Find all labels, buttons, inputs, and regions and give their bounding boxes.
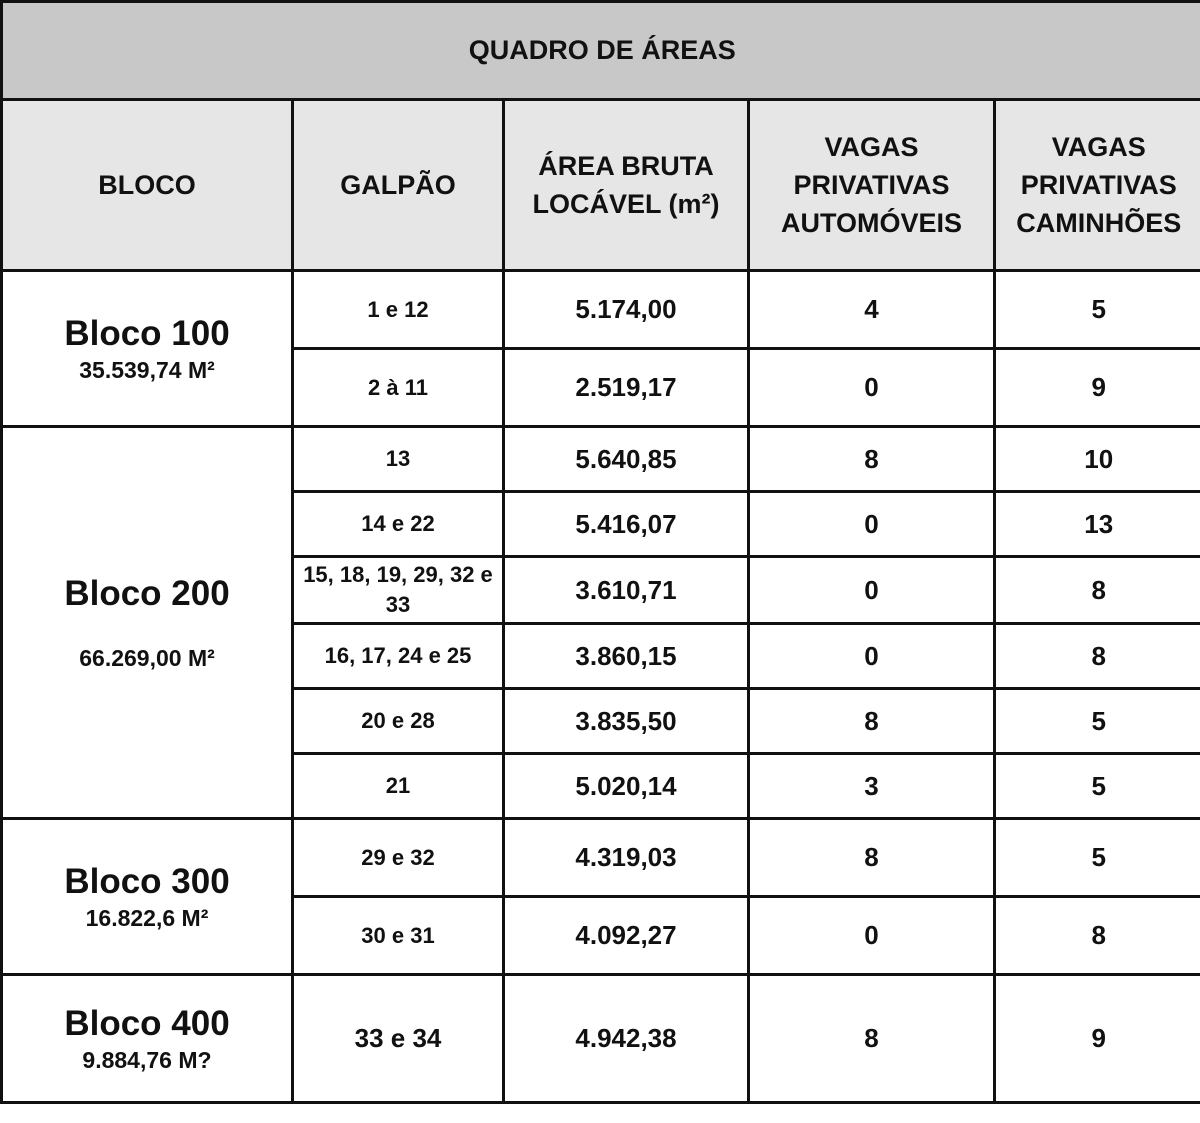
table-row bbox=[2, 975, 1200, 1103]
header-vagas-cam-line: CAMINHÕES bbox=[1016, 208, 1182, 238]
galpao-cell: 15, 18, 19, 29, 32 e 33 bbox=[293, 557, 504, 624]
bloco-name: Bloco 400 bbox=[64, 1003, 230, 1043]
vagas-cam-cell: 8 bbox=[995, 624, 1200, 689]
galpao-cell: 16, 17, 24 e 25 bbox=[293, 624, 504, 689]
galpao-cell: 33 e 34 bbox=[293, 975, 504, 1103]
galpao-cell: 1 e 12 bbox=[293, 271, 504, 349]
vagas-auto-cell: 8 bbox=[749, 689, 995, 754]
header-vagas-cam-line: VAGAS bbox=[1051, 132, 1146, 162]
bloco-area: 16.822,6 M² bbox=[85, 904, 209, 931]
table-title: QUADRO DE ÁREAS bbox=[2, 2, 1200, 100]
galpao-cell: 20 e 28 bbox=[293, 689, 504, 754]
galpao-cell: 14 e 22 bbox=[293, 492, 504, 557]
vagas-cam-cell: 5 bbox=[995, 819, 1200, 897]
bloco-area: 35.539,74 M² bbox=[79, 356, 215, 383]
vagas-auto-cell: 8 bbox=[749, 427, 995, 492]
vagas-cam-cell: 5 bbox=[995, 271, 1200, 349]
bloco-area: 9.884,76 M? bbox=[82, 1046, 212, 1073]
bloco-cell bbox=[2, 975, 293, 1103]
area-cell: 5.174,00 bbox=[504, 271, 749, 349]
vagas-auto-cell: 0 bbox=[749, 897, 995, 975]
table-row bbox=[2, 819, 1200, 897]
vagas-cam-cell: 8 bbox=[995, 897, 1200, 975]
bloco-cell bbox=[2, 271, 293, 427]
vagas-cam-cell: 5 bbox=[995, 754, 1200, 819]
table-row bbox=[2, 427, 1200, 492]
header-vagas-auto-line: VAGAS bbox=[824, 132, 919, 162]
bloco-name: Bloco 100 bbox=[64, 313, 230, 353]
galpao-cell: 29 e 32 bbox=[293, 819, 504, 897]
vagas-auto-cell: 8 bbox=[749, 975, 995, 1103]
header-galpao: GALPÃO bbox=[293, 100, 504, 271]
area-cell: 5.020,14 bbox=[504, 754, 749, 819]
bloco-name: Bloco 300 bbox=[64, 861, 230, 901]
area-cell: 5.416,07 bbox=[504, 492, 749, 557]
header-area bbox=[504, 100, 749, 271]
bloco-cell bbox=[2, 427, 293, 819]
galpao-cell: 13 bbox=[293, 427, 504, 492]
vagas-auto-cell: 8 bbox=[749, 819, 995, 897]
area-cell: 3.860,15 bbox=[504, 624, 749, 689]
bloco-name: Bloco 200 bbox=[64, 573, 230, 613]
header-vagas-auto-line: PRIVATIVAS bbox=[793, 170, 950, 200]
header-vagas-automoveis bbox=[749, 100, 995, 271]
header-bloco: BLOCO bbox=[2, 100, 293, 271]
header-area-line: ÁREA BRUTA bbox=[538, 151, 714, 181]
area-cell: 4.319,03 bbox=[504, 819, 749, 897]
header-vagas-caminhoes bbox=[995, 100, 1200, 271]
vagas-cam-cell: 10 bbox=[995, 427, 1200, 492]
galpao-cell: 2 à 11 bbox=[293, 349, 504, 427]
area-cell: 3.610,71 bbox=[504, 557, 749, 624]
area-cell: 4.092,27 bbox=[504, 897, 749, 975]
header-vagas-cam-line: PRIVATIVAS bbox=[1020, 170, 1177, 200]
vagas-auto-cell: 0 bbox=[749, 624, 995, 689]
vagas-cam-cell: 13 bbox=[995, 492, 1200, 557]
vagas-auto-cell: 3 bbox=[749, 754, 995, 819]
vagas-cam-cell: 5 bbox=[995, 689, 1200, 754]
area-cell: 4.942,38 bbox=[504, 975, 749, 1103]
header-area-line: LOCÁVEL (m²) bbox=[532, 189, 720, 219]
bloco-area: 66.269,00 M² bbox=[79, 644, 215, 671]
bloco-cell bbox=[2, 819, 293, 975]
vagas-cam-cell: 9 bbox=[995, 349, 1200, 427]
vagas-auto-cell: 4 bbox=[749, 271, 995, 349]
vagas-auto-cell: 0 bbox=[749, 349, 995, 427]
vagas-cam-cell: 9 bbox=[995, 975, 1200, 1103]
table-row bbox=[2, 271, 1200, 349]
galpao-cell: 21 bbox=[293, 754, 504, 819]
area-cell: 3.835,50 bbox=[504, 689, 749, 754]
vagas-auto-cell: 0 bbox=[749, 557, 995, 624]
vagas-cam-cell: 8 bbox=[995, 557, 1200, 624]
galpao-cell: 30 e 31 bbox=[293, 897, 504, 975]
vagas-auto-cell: 0 bbox=[749, 492, 995, 557]
area-cell: 5.640,85 bbox=[504, 427, 749, 492]
area-cell: 2.519,17 bbox=[504, 349, 749, 427]
header-vagas-auto-line: AUTOMÓVEIS bbox=[780, 208, 963, 238]
